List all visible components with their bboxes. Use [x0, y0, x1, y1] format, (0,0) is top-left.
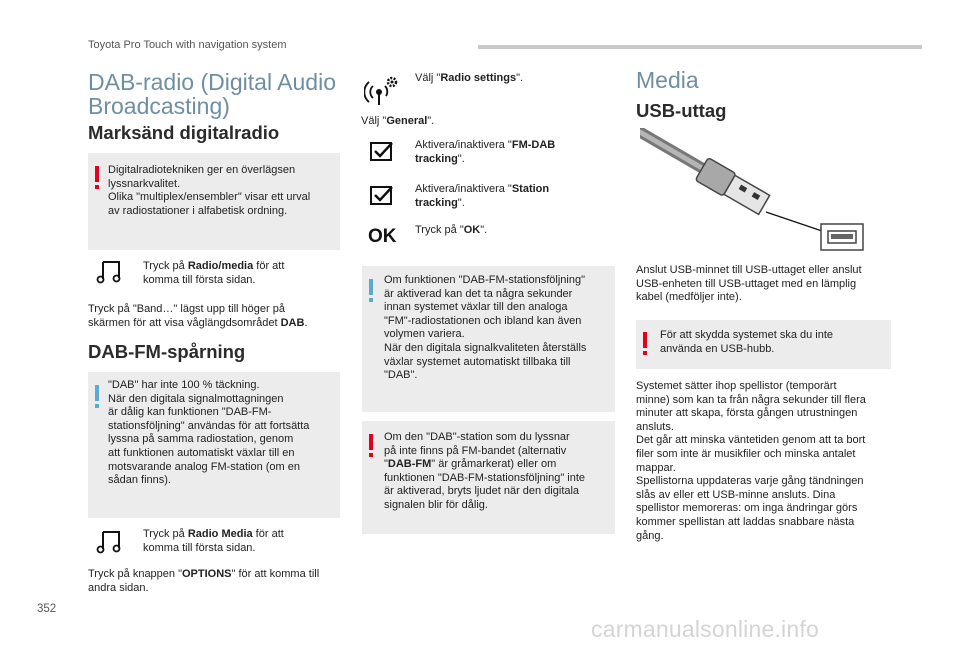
warning-icon: [643, 332, 647, 348]
step-radio-settings: Välj "Radio settings".: [415, 72, 524, 84]
info-icon: [369, 279, 373, 295]
music-note-icon: [96, 259, 122, 284]
checkbox-icon: [370, 186, 394, 206]
subheading-dab: Marksänd digitalradio: [88, 122, 280, 143]
ok-button-icon: OK: [368, 226, 397, 247]
step-fm-dab-tracking: Aktivera/inaktivera "FM-DAB tracking".: [415, 139, 556, 165]
paragraph-options: Tryck på knappen "OPTIONS" för att komma till andra sidan.: [88, 568, 320, 594]
usb-port-icon: [820, 223, 864, 251]
music-note-icon: [96, 529, 122, 554]
step-radio-media-2: Tryck på Radio Media för att komma till första sidan.: [143, 528, 284, 554]
header-rule: [478, 45, 922, 49]
step-ok: Tryck på "OK".: [415, 224, 488, 236]
page-number: 352: [37, 603, 57, 615]
warning-icon: [95, 166, 99, 182]
running-header: Toyota Pro Touch with navigation system: [88, 39, 287, 51]
radio-settings-icon: [364, 72, 402, 106]
info-icon: [95, 385, 99, 401]
subheading-dab-fm: DAB-FM-spårning: [88, 341, 246, 362]
info-note-dab-fm: "DAB" har inte 100 % täckning. När den digitala signalmottagningen är dålig kan funktionen "DAB-FM- stationsföljning" användas för att fortsätta lyssna på samma radiostation, genom att funktionen automatiskt växlar till en motsvarande analog FM-station (om en sådan finns).: [88, 372, 340, 518]
checkbox-icon: [370, 142, 394, 162]
info-note-tracking: Om funktionen "DAB-FM-stationsföljning" är aktiverad kan det ta några sekunder innan systemet växlar till den analoga "FM"-radiostationen och ibland kan även volymen variera. När den digitala signalkvaliteten återställs växlar systemet automatiskt tillbaka till "DAB".: [362, 266, 615, 412]
warning-icon: [369, 434, 373, 450]
paragraph-playlists: Systemet sätter ihop spellistor (temporärt minne) som kan ta från några sekunder till flera minuter att skapa, första gången utrustningen ansluts. Det går att minska väntetiden genom att ta bort filer som inte är musikfiler och minska antalet mappar. Spellistorna uppdateras varje gång tändningen slås av eller ett USB-minne ansluts. Dina spellistor memoreras: om inga ändringar görs kommer spellistan att laddas snabbare nästa gång.: [636, 380, 866, 542]
warning-note-dab: Digitalradiotekniken ger en överlägsen lyssnarkvalitet. Olika "multiplex/ensembler" visar ett urval av radiostationer i alfabetisk ordning.: [88, 153, 340, 250]
paragraph-band: Tryck på "Band…" lägst upp till höger på skärmen för att visa våglängdsområdet DAB.: [88, 303, 308, 329]
step-radio-media: Tryck på Radio/media för att komma till första sidan.: [143, 260, 285, 286]
paragraph-connect-usb: Anslut USB-minnet till USB-uttaget eller anslut USB-enheten till USB-uttaget med en lämplig kabel (medföljer inte).: [636, 264, 862, 304]
step-general: Välj "General".: [361, 115, 435, 127]
section-title-media: Media: [636, 67, 699, 93]
warning-note-usb-hub: För att skydda systemet ska du inte använda en USB-hubb.: [636, 320, 891, 369]
watermark: carmanualsonline.info: [591, 616, 819, 642]
warning-note-tracking: Om den "DAB"-station som du lyssnar på inte finns på FM-bandet (alternativ "DAB-FM" är gråmarkerat) eller om funktionen "DAB-FM-stationsföljning" inte är aktiverad, bryts ljudet när den digitala signalen blir för dålig.: [362, 421, 615, 534]
subheading-usb: USB-uttag: [636, 100, 727, 121]
step-station-tracking: Aktivera/inaktivera "Station tracking".: [415, 183, 550, 209]
section-title: DAB-radio (Digital Audio Broadcasting): [88, 69, 337, 119]
